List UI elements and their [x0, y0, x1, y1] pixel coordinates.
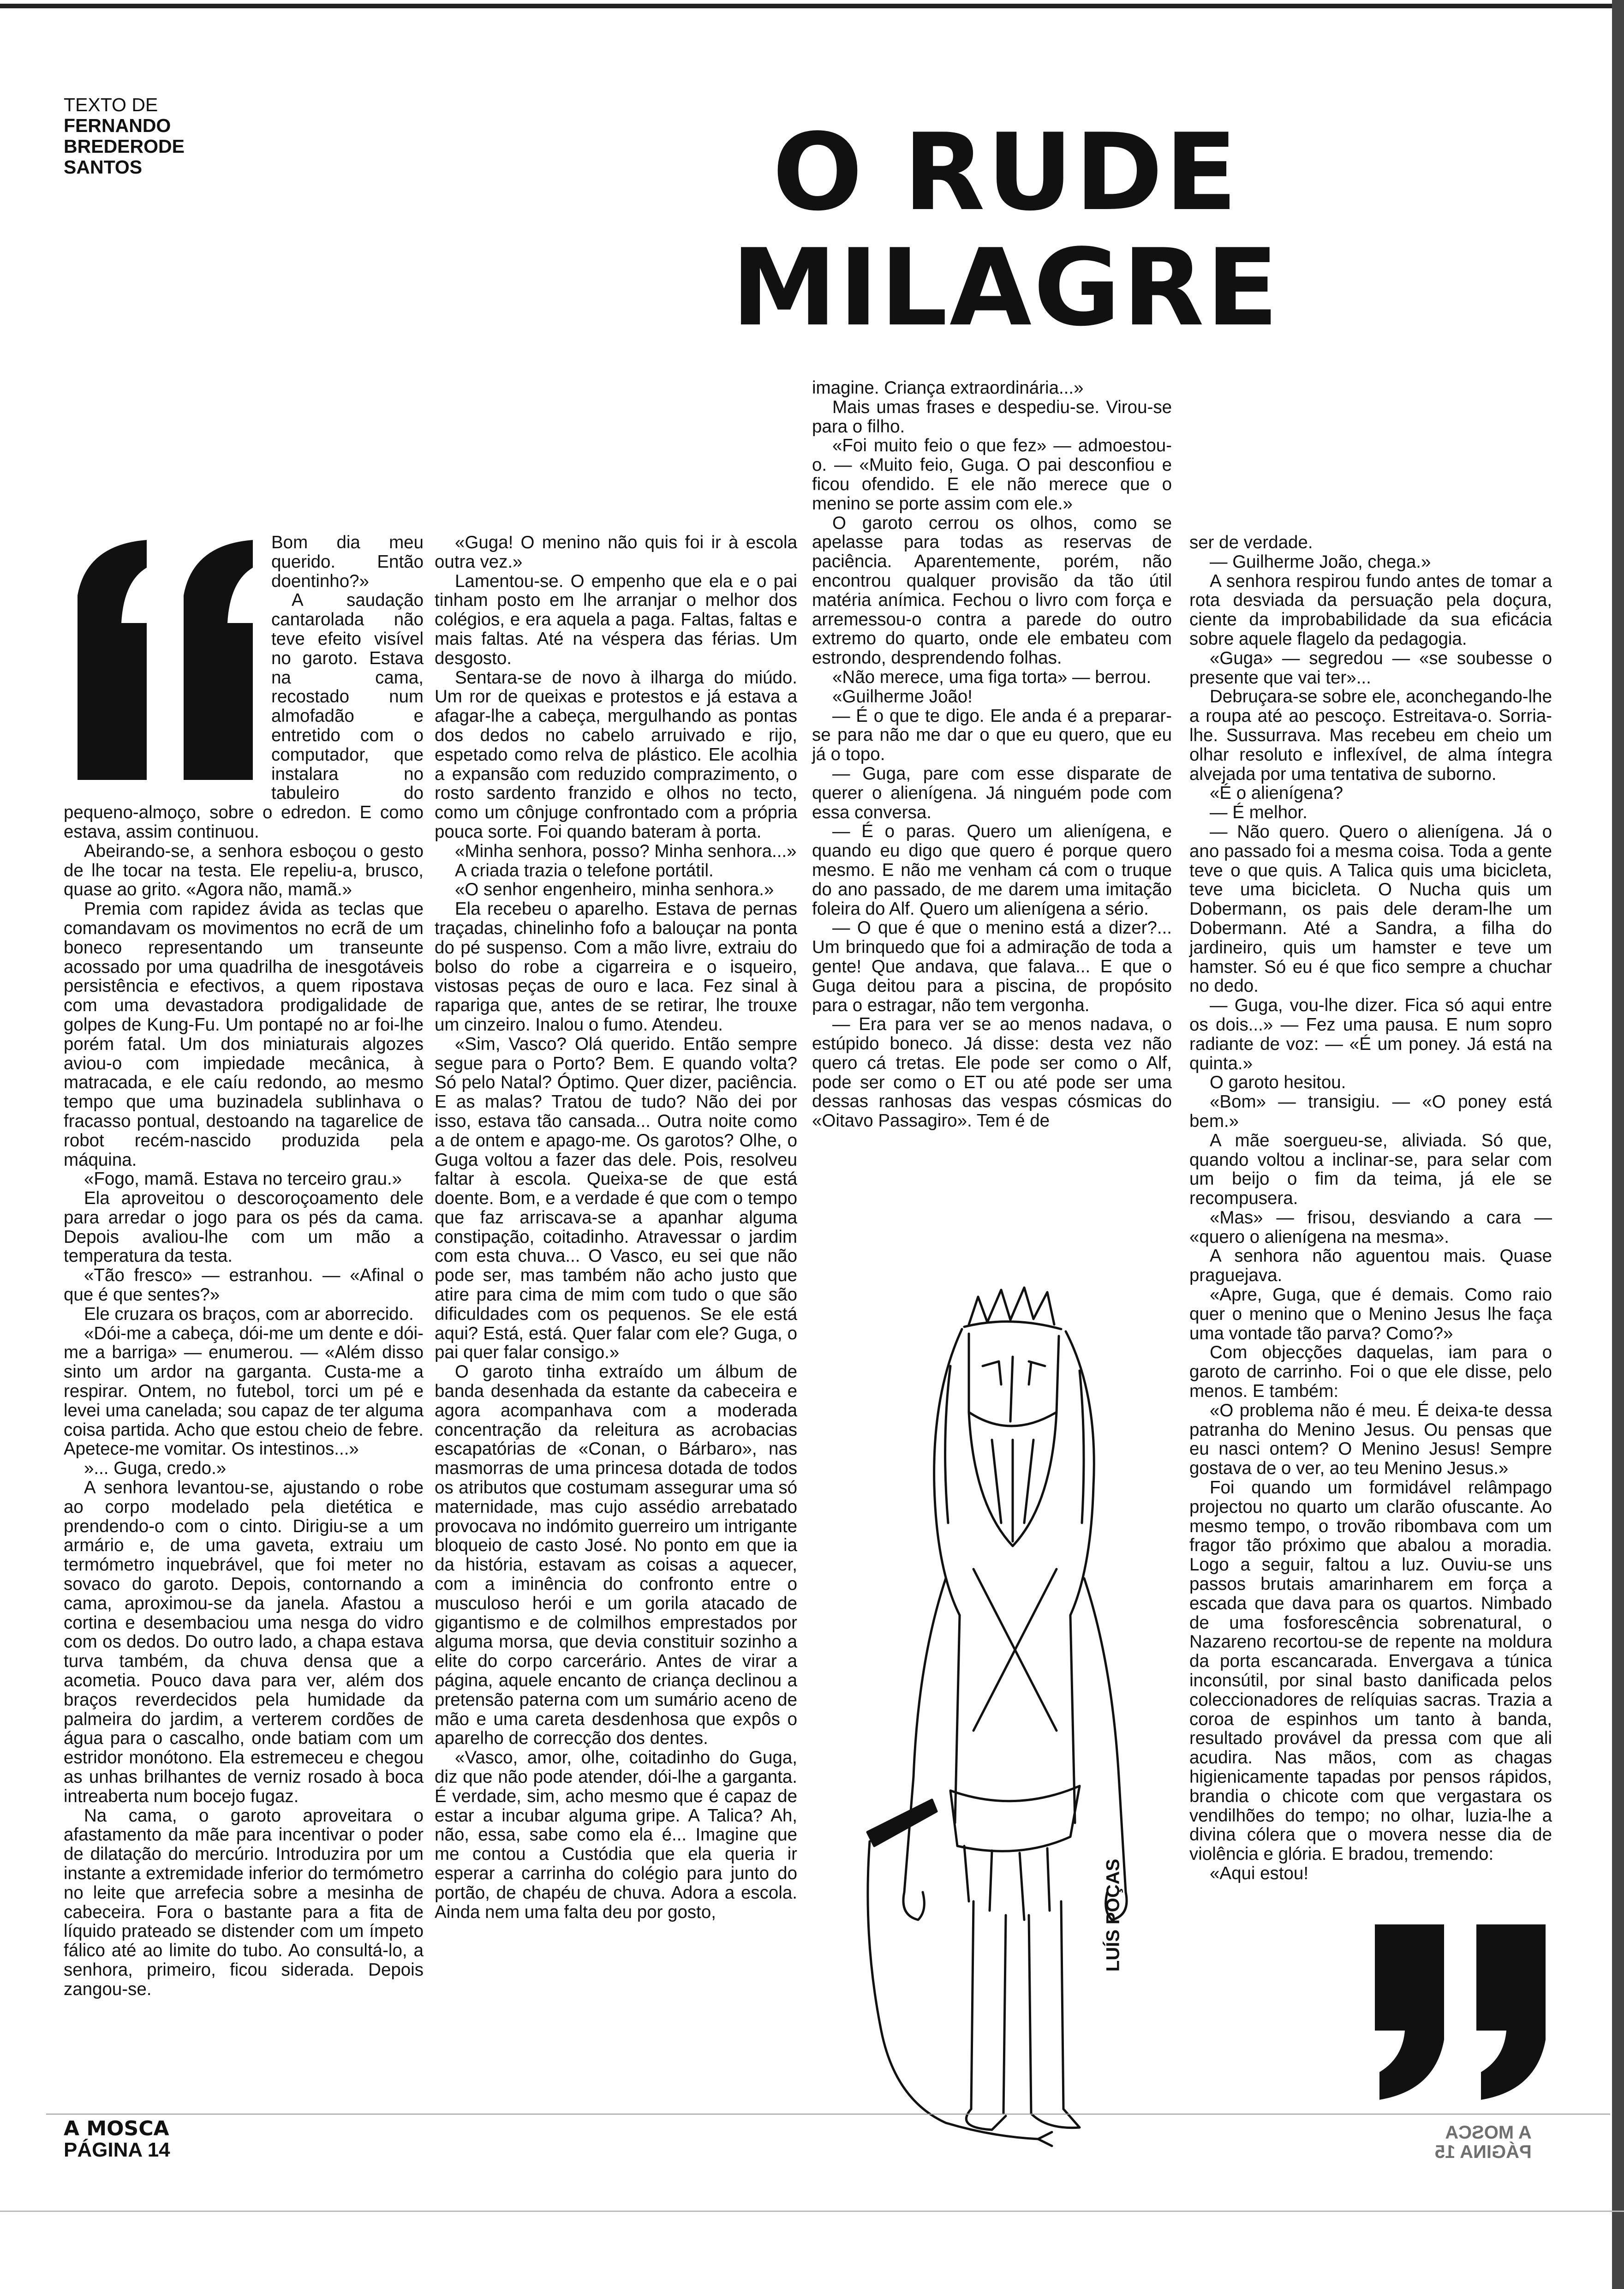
paragraph: Na cama, o garoto aproveitara o afastamento da mãe para incentivar o poder de dilatação do mercúrio. Introduzira por um instante a extremidade inferior do termómetro no leite que arrefecia sobre a mesinha de cabeceira. Fora o bastante para a fita de líquido prateado se distender com um ímpeto fálico até ao limite do tubo. Ao consultá-lo, a senhora, primeiro, ficou siderada. Depois zangou-se. [64, 1805, 424, 1999]
page-edge [1612, 0, 1624, 2289]
paragraph: — Guilherme João, chega.» [1210, 551, 1431, 572]
illustrator-signature [1100, 1841, 1128, 1989]
paragraph: «Foi muito feio o que fez» — admoestou-o. — «Muito feio, Guga. O pai desconfiou e ficou ofendido. E ele não merece que o menino se porte assim com ele.» [812, 436, 1172, 514]
paragraph: A saudação cantarolada não teve efeito visível no garoto. Estava na cama, recostado num almofadão e entretido com o computador, que instalara no tabuleiro do pequeno-almoço, sobre o edredon. E como estava, assim continuou. [64, 590, 424, 842]
mirror-magazine-name: A MOSCA [1445, 2122, 1532, 2143]
paragraph: «Fogo, mamã. Estava no terceiro grau.» [84, 1169, 402, 1189]
jesus-illustration [854, 1246, 1195, 2151]
magazine-name: A MOSCA [64, 2117, 169, 2140]
footer-left [64, 2118, 170, 2161]
paragraph: O garoto hesitou. [1210, 1073, 1346, 1093]
byline [64, 95, 185, 178]
bottom-rule [0, 2211, 1624, 2212]
paragraph: A criada trazia o telefone portátil. [455, 860, 714, 881]
bleed-through-footer [1435, 2123, 1532, 2162]
author-last-name: SANTOS [64, 156, 143, 178]
paragraph: Mais umas frases e despediu-se. Virou-se para o filho. [812, 397, 1172, 437]
paragraph: imagine. Criança extraordinária...» [812, 378, 1084, 398]
mirror-page-number: PÁGINA 15 [1435, 2142, 1532, 2162]
paragraph: «O senhor engenheiro, minha senhora.» [455, 880, 774, 900]
paragraph: — Guga, vou-lhe dizer. Fica só aqui entre os dois...» — Fez uma pausa. E num sopro radiante de voz: — «É um poney. Já está na quinta.» [1189, 995, 1552, 1073]
footer-rule [46, 2114, 1610, 2115]
paragraph: Debruçara-se sobre ele, aconchegando-lhe a roupa até ao pescoço. Estreitava-o. Sorria-lhe. Sussurrava. Mas recebeu em cheio um olhar resoluto e inflexível, de alma íntegra alvejada por uma tentativa de suborno. [1189, 687, 1552, 784]
text-column-2 [435, 533, 797, 1922]
signature-text: LUÍS POÇAS [1103, 1858, 1123, 1972]
paragraph: «Sim, Vasco? Olá querido. Então sempre segue para o Porto? Bem. E quando volta? Só pelo Natal? Óptimo. Quer dizer, paciência. E as malas? Tratou de tudo? Não dei por isso, estava tão cansada... Outra noite como a de ontem e apago-me. Os garotos? Olhe, o Guga voltou a fazer das dele. Pois, resolveu faltar à escola. Queixa-se de que está doente. Bom, e a verdade é que com o tempo que faz arriscava-se a apanhar alguma constipação, coitadinho. Atravessar o jardim com esta chuva... O Vasco, eu sei que não pode ser, mas também não acho justo que atire para cima de mim com tudo o que são dificuldades com os pequenos. Se ele está aqui? Está, está. Quer falar com ele? Guga, o pai quer falar consigo.» [435, 1034, 797, 1363]
paragraph: Ele cruzara os braços, com ar aborrecido. [84, 1304, 414, 1324]
article-title [697, 111, 1315, 350]
paragraph: A senhora respirou fundo antes de tomar a rota desviada da persuação pela doçura, ciente da improbabilidade da sua eficácia sobre aquele flagelo da pedagogia. [1189, 571, 1552, 649]
paragraph: O garoto cerrou os olhos, como se apelasse para todas as reservas de paciência. Aparentemente, porém, não encontrou qualquer provisão da tão útil matéria anímica. Fechou o livro com força e arremessou-o contra a parede do outro extremo do quarto, onde ele embateu com estrondo, desprendendo folhas. [812, 513, 1172, 668]
paragraph: Com objecções daquelas, iam para o garoto de carrinho. Foi o que ele disse, pelo menos. E também: [1189, 1342, 1552, 1402]
text-column-4 [1189, 533, 1552, 2058]
title-line-1: O RUDE [772, 111, 1239, 234]
paragraph: «Não merece, uma figa torta» — berrou. [832, 667, 1152, 687]
paragraph: «Dói-me a cabeça, dói-me um dente e dói-me a barriga» — enumerou. — «Além disso sinto um ardor na garganta. Custa-me a respirar. Ontem, no futebol, torci um pé e levei uma canelada; sou capaz de ter alguma coisa partida. Acho que estou cheio de febre. Apetece-me vomitar. Os intestinos...» [64, 1323, 424, 1459]
paragraph: Sentara-se de novo à ilharga do miúdo. Um ror de queixas e protestos e já estava a afagar-lhe a cabeça, mergulhando as pontas dos dedos no cabelo arruivado e rijo, espetado como relva de plástico. Ele acolhia a expansão com reduzido comprazimento, o rosto sardento franzido e olhos no tecto, como um cônjuge confrontado com a própria pouca sorte. Foi quando bateram à porta. [435, 667, 797, 842]
paragraph: — É o paras. Quero um alienígena, e quando eu digo que quero é porque quero mesmo. E não me venham cá com o truque do ano passado, de me darem uma imitação foleira do Alf. Quero um alienígena a sério. [812, 821, 1172, 919]
paragraph: — Era para ver se ao menos nadava, o estúpido boneco. Já disse: desta vez não quero cá tretas. Ele pode ser como o Alf, pode ser como o ET ou até pode ser uma dessas ranhosas das vespas cósmicas do «Oitavo Passagiro». Tem é de [812, 1014, 1172, 1131]
text-column-1 [64, 533, 424, 1999]
paragraph: — O que é que o menino está a dizer?... Um brinquedo que foi a admiração de toda a gente! Que andava, que falava... E que o Guga deitou para a piscina, de propósito para o estragar, não tem vergonha. [812, 918, 1172, 1015]
paragraph: — Não quero. Quero o alienígena. Já o ano passado foi a mesma coisa. Toda a gente teve o que quis. A Talica quis uma bicicleta, teve uma bicicleta. O Nucha quis um Dobermann, os pais dele deram-lhe um Dobermann. Até a Sandra, a filha do jardineiro, quis um hamster e teve um hamster. Só eu é que fico sempre a chuchar no dedo. [1189, 821, 1552, 996]
paragraph: A senhora não aguentou mais. Quase praguejava. [1189, 1246, 1552, 1286]
paragraph: «Bom» — transigiu. — «O poney está bem.» [1189, 1092, 1552, 1131]
paragraph: Ela aproveitou o descoroçoamento dele para arredar o jogo para os pés da cama. Depois avaliou-lhe com um mão a temperatura da testa. [64, 1188, 424, 1266]
paragraph: Ela recebeu o aparelho. Estava de pernas traçadas, chinelinho fofo a balouçar na ponta do pé suspenso. Com a mão livre, extraiu do bolso do robe a cigarreira e o isqueiro, vistosas peças de ouro e laca. Fez sinal à rapariga que, antes de se retirar, lhe trouxe um cinzeiro. Inalou o fumo. Atendeu. [435, 899, 797, 1035]
paragraph: — É melhor. [1210, 803, 1308, 823]
paragraph: «Apre, Guga, que é demais. Como raio quer o menino que o Menino Jesus lhe faça uma vontade tão parva? Como?» [1189, 1285, 1552, 1343]
paragraph: Abeirando-se, a senhora esboçou o gesto de lhe tocar na testa. Ele repeliu-a, brusco, quase ao grito. «Agora não, mamã.» [64, 841, 424, 900]
paragraph: ser de verdade. [1189, 533, 1313, 552]
author-first-name: FERNANDO [64, 115, 171, 136]
byline-label: TEXTO DE [64, 94, 158, 115]
paragraph: «Mas» — frisou, desviando a cara — «quero o alienígena na mesma». [1189, 1207, 1552, 1247]
paragraph: A mãe soergueu-se, aliviada. Só que, quando voltou a inclinar-se, para selar com um beijo o fim da teima, já ele se recompusera. [1189, 1130, 1552, 1209]
paragraph: «Vasco, amor, olhe, coitadinho do Guga, diz que não pode atender, dói-lhe a garganta. É verdade, sim, acho mesmo que é capaz de estar a incubar alguma gripe. A Talica? Ah, não, essa, sabe como ela é... Imagine que me contou a Custódia que ela queria ir esperar a carrinha do colégio para junto do portão, de chapéu de chuva. Adora a escola. Ainda nem uma falta deu por gosto, [435, 1748, 797, 1922]
paragraph: Bom dia meu querido. Então doentinho?» [271, 533, 424, 591]
text-column-3 [812, 378, 1172, 1131]
paragraph: A senhora levantou-se, ajustando o robe ao corpo modelado pela dietética e prendendo-o com o cinto. Dirigiu-se a um armário e, de uma gaveta, extraiu um termómetro inquebrável, que foi meter no sovaco do garoto. Depois, contornando a cama, aproximou-se da janela. Afastou a cortina e desembaciou uma nesga do vidro com os dedos. Do outro lado, a chapa estava turva também, da chuva densa que a acometia. Pouco dava para ver, além dos braços reverdecidos pela humidade da palmeira do jardim, a verterem cordões de água para o cascalho, onde batiam com um estridor monótono. Ela estremeceu e chegou as unhas brilhantes de verniz rosado à boca intreaberta num bocejo fugaz. [64, 1478, 424, 1806]
paragraph: «Minha senhora, posso? Minha senhora...» [455, 841, 797, 861]
paragraph: «É o alienígena? [1210, 783, 1343, 803]
author-middle-name: BREDERODE [64, 136, 185, 157]
paragraph: — Guga, pare com esse disparate de querer o alienígena. Já ninguém pode com essa conversa. [812, 763, 1172, 822]
paragraph: Lamentou-se. O empenho que ela e o pai tinham posto em lhe arranjar o melhor dos colégios, e era aquela a paga. Faltas, faltas e mais faltas. Até na véspera das férias. Um desgosto. [435, 571, 797, 668]
paragraph: «Tão fresco» — estranhou. — «Afinal o que é que sentes?» [64, 1265, 424, 1305]
paragraph: — É o que te digo. Ele anda é a preparar-se para não me dar o que eu quero, que eu já o topo. [812, 706, 1172, 765]
paragraph: «Guga! O menino não quis foi ir à escola outra vez.» [435, 533, 797, 572]
paragraph: «Aqui estou! [1210, 1863, 1309, 1883]
paragraph: »... Guga, credo.» [84, 1458, 227, 1479]
page-number: PÁGINA 14 [64, 2139, 170, 2161]
paragraph: «O problema não é meu. É deixa-te dessa patranha do Menino Jesus. Ou pensas que eu nasci ontem? O Menino Jesus! Sempre gostava de o ver, ao teu Menino Jesus.» [1189, 1400, 1552, 1479]
top-rule [0, 4, 1624, 8]
paragraph: Premia com rapidez ávida as teclas que comandavam os movimentos no ecrã de um boneco representando um transeunte acossado por uma quadrilha de inesgotáveis persistência e efectivos, a quem ripostava com uma devastadora prodigalidade de golpes de Kung-Fu. Um pontapé no ar foi-lhe porém fatal. Um dos miniaturais algozes aviou-o com impiedade mecânica, à matracada, e ele caíu redondo, ao mesmo tempo que uma buzinadela sublinhava o fracasso pontual, destoando na tagarelice de robot recém-nascido produzida pela máquina. [64, 899, 424, 1170]
paragraph: «Guga» — segredou — «se soubesse o presente que vai ter»... [1189, 648, 1552, 688]
title-line-2: MILAGRE [731, 227, 1281, 350]
paragraph: Foi quando um formidável relâmpago projectou no quarto um clarão ofuscante. Ao mesmo tempo, o trovão ribombava com um fragor tão próximo que abalou a moradia. Logo a seguir, faltou a luz. Ouviu-se uns passos brutais amarinharem em força a escada que dava para os quartos. Nimbado de uma fosforescência sobrenatural, o Nazareno recortou-se de repente na moldura da porta escancarada. Envergava a túnica inconsútil, por sinal basto danificada pelos coleccionadores de relíquias sacras. Trazia a coroa de espinhos um tanto à banda, resultado provável da pressa com que ali acudira. Nas mãos, com as chagas higienicamente tapadas por pensos rápidos, brandia o chicote com que vergastara os vendilhões do tempo; no olhar, luzia-lhe a divina cólera que o movera nesse dia de violência e glória. E bradou, tremendo: [1189, 1478, 1552, 1864]
paragraph: O garoto tinha extraído um álbum de banda desenhada da estante da cabeceira e agora acompanhava com a moderada concentração da releitura as acrobacias escapatórias de «Conan, o Bárbaro», nas masmorras de uma princesa dotada de todos os atributos que costumam assegurar uma só maternidade, mas cujo assédio arrebatado provocava no indómito guerreiro um intrigante bloqueio de casto José. No ponto em que ia da história, estavam as coisas a aquecer, com a iminência do confronto entre o musculoso herói e um gorila atacado de gigantismo e de colmilhos emprestados por alguma morsa, que devia constituir sozinho a elite do corpo carcerário. Antes de virar a página, aquele encanto de criança declinou a pretensão paterna com um sumário aceno de mão e uma careta desdenhosa que expôs o aparelho de correcção dos dentes. [435, 1362, 797, 1749]
paragraph: «Guilherme João! [832, 686, 973, 707]
